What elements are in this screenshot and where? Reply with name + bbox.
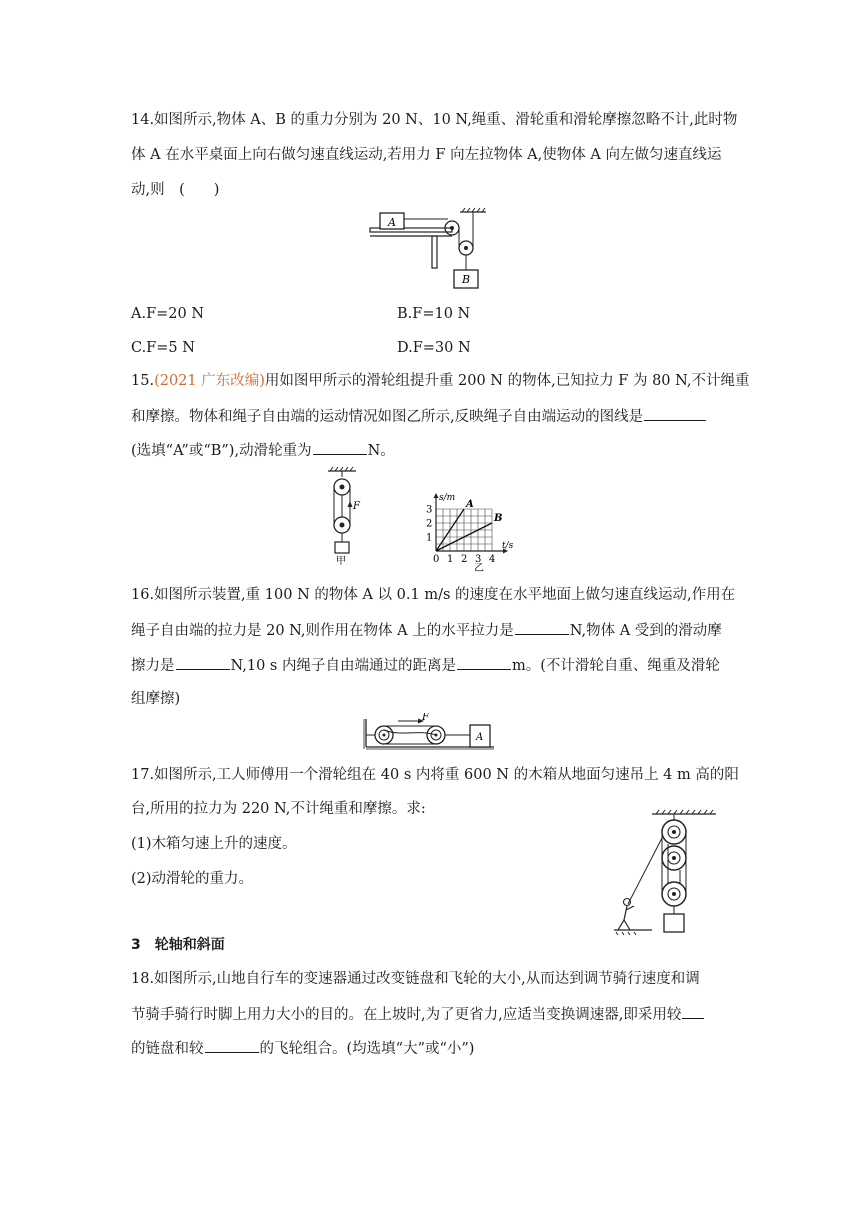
q18-line1: 18.如图所示,山地自行车的变速器通过改变链盘和飞轮的大小,从而达到调节骑行速度和调 — [131, 971, 700, 987]
q15-line3-text: (选填“A”或“B”),动滑轮重为 — [131, 443, 312, 459]
x-axis-label: t/s — [502, 541, 514, 551]
q16-force-label: F — [422, 713, 429, 723]
q15-number: 15. — [131, 373, 155, 389]
q15-force-label: F — [353, 501, 360, 512]
q16-line3-mid: N,10 s 内绳子自由端通过的距离是 — [230, 658, 456, 674]
y-axis-arrow — [434, 493, 439, 498]
x-tick-label: 0 — [433, 554, 440, 565]
q17-line1: 17.如图所示,工人师傅用一个滑轮组在 40 s 内将重 600 N 的木箱从地面匀速吊上 4 m 高的阳 — [131, 767, 739, 783]
q16-line3-text: 擦力是 — [131, 658, 175, 674]
q15-figure-yi — [414, 465, 538, 573]
q16-blank-3[interactable] — [457, 655, 511, 670]
q15-blank-1[interactable] — [644, 406, 706, 421]
q16-label-a: A — [476, 732, 484, 743]
q16-line4: 组摩擦) — [131, 691, 181, 707]
q15-label-jia: 甲 — [336, 556, 346, 565]
chart-labels — [426, 493, 514, 565]
q14-label-b: B — [462, 273, 471, 286]
q18-line3-text: 的链盘和较 — [131, 1041, 204, 1057]
q15-line1-rest: 用如图甲所示的滑轮组提升重 200 N 的物体,已知拉力 F 为 80 N,不计绳重 — [264, 373, 750, 389]
q14-option-b: B.F=10 N — [397, 306, 471, 322]
q17-line2: 台,所用的拉力为 220 N,不计绳重和摩擦。求: — [131, 801, 426, 817]
q14-option-c: C.F=5 N — [131, 340, 195, 356]
q15-label-yi: 乙 — [474, 563, 484, 573]
q17-figure — [612, 808, 724, 942]
y-tick-label: 3 — [426, 504, 433, 516]
q16-blank-2[interactable] — [176, 655, 230, 670]
q14-line1: 14.如图所示,物体 A、B 的重力分别为 20 N、10 N,绳重、滑轮重和滑轮摩擦忽略不计,此时物 — [131, 112, 738, 128]
series-label-a: A — [466, 499, 474, 510]
q15-line2 — [131, 406, 707, 427]
q14-label-a: A — [388, 216, 396, 229]
q16-blank-1[interactable] — [515, 620, 569, 635]
q16-line2 — [131, 620, 722, 641]
q15-line2-text: 和摩擦。物体和绳子自由端的运动情况如图乙所示,反映绳子自由端运动的图线是 — [131, 409, 644, 425]
q18-line3 — [131, 1038, 474, 1059]
q15-source: (2021 广东改编) — [154, 373, 265, 389]
series-label-b: B — [494, 513, 503, 524]
q17-item2: (2)动滑轮的重力。 — [131, 871, 254, 887]
x-tick-label: 1 — [447, 554, 454, 565]
y-tick-label: 2 — [426, 518, 433, 530]
x-tick-label: 4 — [489, 554, 496, 565]
q18-blank-2[interactable] — [205, 1038, 259, 1053]
q14-option-d: D.F=30 N — [397, 340, 471, 356]
section-3-heading: 3 轮轴和斜面 — [131, 937, 225, 953]
y-tick-label: 1 — [426, 532, 433, 544]
q16-line2-text: 绳子自由端的拉力是 20 N,则作用在物体 A 上的水平拉力是 — [131, 623, 514, 639]
q15-figure-jia — [320, 465, 368, 565]
q16-line3 — [131, 655, 720, 676]
q14-figure — [368, 206, 492, 296]
q18-line3-end: 的飞轮组合。(均选填“大”或“小”) — [259, 1041, 475, 1057]
q14-option-a: A.F=20 N — [131, 306, 205, 322]
chart-grid — [436, 509, 492, 551]
q14-line2: 体 A 在水平桌面上向右做匀速直线运动,若用力 F 向左拉物体 A,使物体 A 向左做匀速直线运 — [131, 147, 722, 163]
q15-line3-end: N。 — [367, 443, 395, 459]
q16-figure — [362, 713, 498, 753]
x-tick-label: 2 — [461, 554, 468, 565]
x-tick-label: 3 — [475, 554, 482, 565]
q18-blank-1[interactable] — [682, 1004, 704, 1019]
q17-item1: (1)木箱匀速上升的速度。 — [131, 836, 297, 852]
q16-line3-end: m。(不计滑轮自重、绳重及滑轮 — [511, 658, 720, 674]
q16-line2-end: N,物体 A 受到的滑动摩 — [569, 623, 722, 639]
q14-line3: 动,则 ( ) — [131, 182, 220, 198]
q15-line1 — [131, 371, 750, 391]
q18-line2 — [131, 1004, 705, 1025]
q15-line3 — [131, 440, 395, 461]
y-axis-label: s/m — [439, 493, 456, 503]
q15-blank-2[interactable] — [313, 440, 367, 455]
q18-line2-text: 节骑手骑行时脚上用力大小的目的。在上坡时,为了更省力,应适当变换调速器,即采用较 — [131, 1007, 682, 1023]
q16-line1: 16.如图所示装置,重 100 N 的物体 A 以 0.1 m/s 的速度在水平地面上做匀速直线运动,作用在 — [131, 587, 736, 603]
